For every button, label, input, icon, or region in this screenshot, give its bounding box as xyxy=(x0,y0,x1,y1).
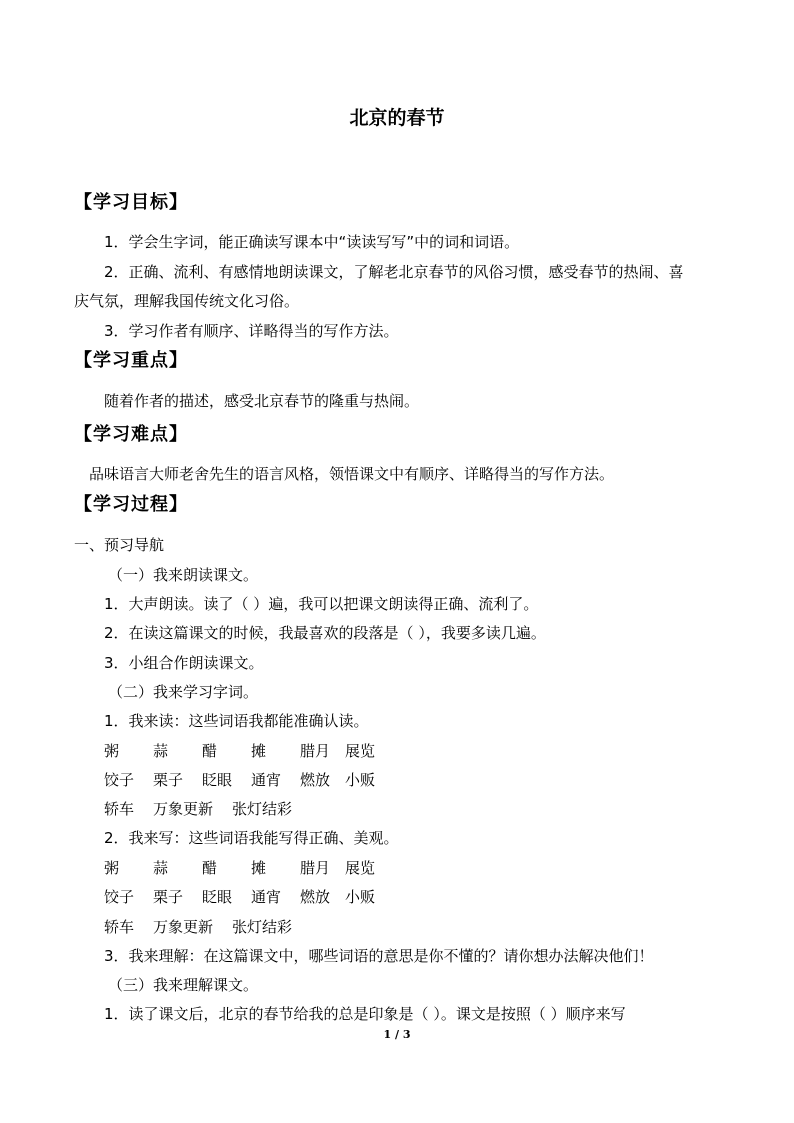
word-row-write-2 xyxy=(104,886,375,908)
word: 腊月 xyxy=(300,859,331,877)
word: 通宵 xyxy=(251,771,282,789)
word: 燃放 xyxy=(300,888,331,906)
subsection-learn-words: （二）我来学习字词。 xyxy=(108,683,259,701)
word: 蒜 xyxy=(153,742,169,760)
key-points-text: 随着作者的描述，感受北京春节的隆重与热闹。 xyxy=(104,392,420,410)
word: 饺子 xyxy=(104,771,135,789)
word-row-read-1 xyxy=(104,740,375,762)
word-row-read-2 xyxy=(104,769,375,791)
word: 展览 xyxy=(345,742,376,760)
word: 张灯结彩 xyxy=(232,918,293,936)
word: 蒜 xyxy=(153,859,169,877)
word: 摊 xyxy=(251,859,267,877)
word: 小贩 xyxy=(345,888,376,906)
word: 万象更新 xyxy=(153,918,214,936)
word: 粥 xyxy=(104,859,120,877)
heading-key-points: 【学习重点】 xyxy=(74,350,188,371)
process-part-1: 一、预习导航 xyxy=(74,536,165,554)
word: 栗子 xyxy=(153,888,184,906)
word: 饺子 xyxy=(104,888,135,906)
word: 栗子 xyxy=(153,771,184,789)
word: 醋 xyxy=(202,742,218,760)
goal-line-3: 3．学习作者有顺序、详略得当的写作方法。 xyxy=(104,322,399,340)
word-row-write-3 xyxy=(104,916,292,938)
word: 小贩 xyxy=(345,771,376,789)
word-row-write-1 xyxy=(104,857,375,879)
read-item-2: 2．在读这篇课文的时候，我最喜欢的段落是（ ），我要多读几遍。 xyxy=(104,624,546,642)
word: 燃放 xyxy=(300,771,331,789)
read-item-1: 1．大声朗读。读了（ ）遍，我可以把课文朗读得正确、流利了。 xyxy=(104,595,539,613)
word-row-read-3 xyxy=(104,798,292,820)
word: 眨眼 xyxy=(202,888,233,906)
word: 展览 xyxy=(345,859,376,877)
word: 通宵 xyxy=(251,888,282,906)
word: 腊月 xyxy=(300,742,331,760)
word: 眨眼 xyxy=(202,771,233,789)
write-words-prompt: 2．我来写：这些词语我能写得正确、美观。 xyxy=(104,829,399,847)
goal-line-2-continued: 庆气氛，理解我国传统文化习俗。 xyxy=(74,292,300,310)
understand-words-prompt: 3．我来理解：在这篇课文中，哪些词语的意思是你不懂的？请你想办法解决他们！ xyxy=(104,947,654,965)
document-title: 北京的春节 xyxy=(349,107,445,129)
goal-line-2: 2．正确、流利、有感情地朗读课文，了解老北京春节的风俗习惯，感受春节的热闹、喜 xyxy=(104,263,684,281)
difficult-points-text: 品味语言大师老舍先生的语言风格，领悟课文中有顺序、详略得当的写作方法。 xyxy=(89,465,615,483)
heading-learning-process: 【学习过程】 xyxy=(74,494,188,515)
word: 摊 xyxy=(251,742,267,760)
word: 万象更新 xyxy=(153,800,214,818)
understand-item-1: 1．读了课文后，北京的春节给我的总是印象是（ ）。课文是按照（ ）顺序来写 xyxy=(104,1005,626,1023)
word: 轿车 xyxy=(104,918,135,936)
goal-line-1: 1．学会生字词，能正确读写课本中“读读写写”中的词和词语。 xyxy=(104,233,520,251)
subsection-understand-text: （三）我来理解课文。 xyxy=(108,976,259,994)
word: 张灯结彩 xyxy=(232,800,293,818)
read-words-prompt: 1．我来读：这些词语我都能准确认读。 xyxy=(104,712,369,730)
word: 醋 xyxy=(202,859,218,877)
subsection-read-text: （一）我来朗读课文。 xyxy=(108,566,259,584)
word: 粥 xyxy=(104,742,120,760)
page-number: 1 / 3 xyxy=(383,1028,411,1041)
heading-learning-goals: 【学习目标】 xyxy=(74,192,188,213)
read-item-3: 3．小组合作朗读课文。 xyxy=(104,654,264,672)
word: 轿车 xyxy=(104,800,135,818)
heading-difficult-points: 【学习难点】 xyxy=(74,424,188,445)
